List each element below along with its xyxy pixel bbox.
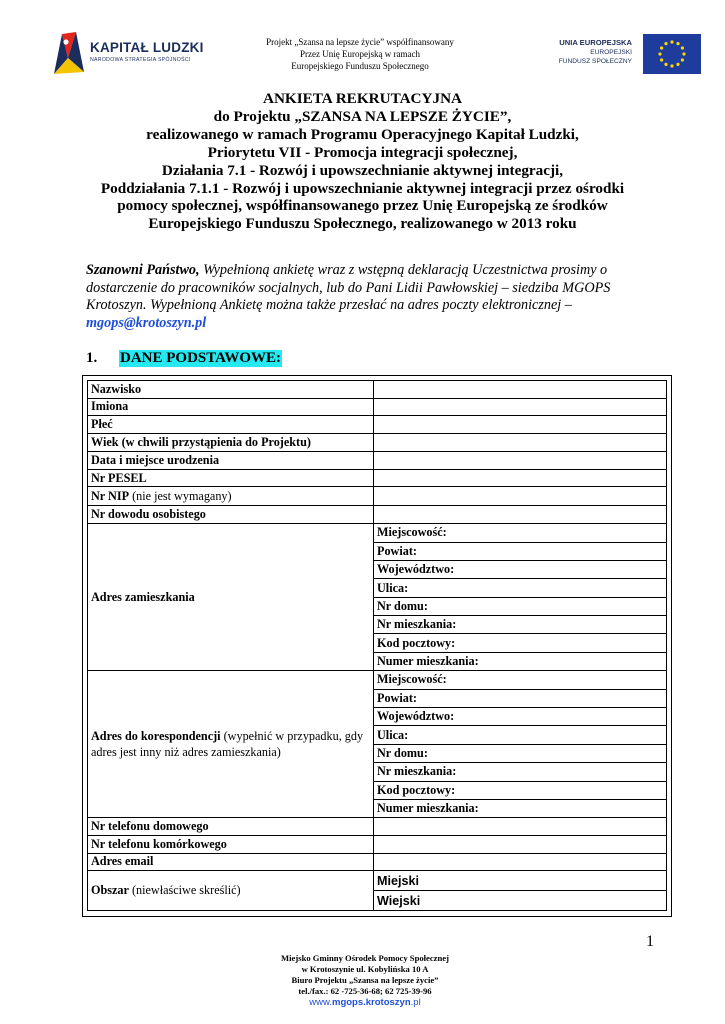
id-card-field[interactable] <box>374 505 667 523</box>
eu-logo-line: EUROPEJSKI <box>590 48 632 56</box>
kapital-ludzki-subtitle: NARODOWA STRATEGIA SPÓJNOŚCI <box>90 57 191 63</box>
title-line: Europejskiego Funduszu Społecznego, realizowanego w 2013 roku <box>148 215 577 233</box>
home-phone-field[interactable] <box>374 818 667 836</box>
email-label: Adres email <box>88 853 374 871</box>
eu-flag-icon <box>643 34 701 74</box>
correspondence-field[interactable]: Kod pocztowy: <box>374 781 667 799</box>
address-field[interactable]: Ulica: <box>374 579 667 597</box>
title-line: pomocy społecznej, współfinansowanego przez Unię Europejską ze środków <box>117 197 608 215</box>
footer-line: Miejsko Gminny Ośrodek Pomocy Społecznej <box>281 953 449 963</box>
birth-label: Data i miejsce urodzenia <box>88 452 374 470</box>
title-line: Poddziałania 7.1.1 - Rozwój i upowszechnianie aktywnej integracji przez ośrodki <box>100 179 625 197</box>
sex-field[interactable] <box>374 416 667 434</box>
page-number: 1 <box>646 933 654 950</box>
address-field[interactable]: Numer mieszkania: <box>374 652 667 670</box>
intro-email-link[interactable]: mgops@krotoszyn.pl <box>86 314 207 331</box>
table-row <box>88 818 667 836</box>
footer-website-link[interactable] <box>200 997 530 1008</box>
home-phone-label: Nr telefonu domowego <box>88 818 374 836</box>
eu-logo <box>540 34 690 78</box>
pesel-field[interactable] <box>374 469 667 487</box>
table-row <box>88 487 667 505</box>
table-row <box>88 524 667 542</box>
table-row <box>88 853 667 871</box>
address-field[interactable]: Kod pocztowy: <box>374 634 667 652</box>
address-field[interactable]: Powiat: <box>374 542 667 560</box>
table-row <box>88 871 667 891</box>
surname-label: Nazwisko <box>88 381 374 399</box>
basic-data-table <box>87 380 667 911</box>
correspondence-label-text: Adres do korespondencji <box>91 729 221 744</box>
age-label: Wiek (w chwili przystąpienia do Projektu) <box>88 433 374 451</box>
nip-field[interactable] <box>374 487 667 505</box>
table-row <box>88 416 667 434</box>
table-row <box>88 671 667 689</box>
table-row <box>88 835 667 853</box>
correspondence-field[interactable]: Województwo: <box>374 708 667 726</box>
nip-label-text: Nr NIP <box>91 488 130 503</box>
intro-paragraph <box>86 262 656 332</box>
address-field[interactable]: Miejscowość: <box>374 524 667 542</box>
project-header-text <box>250 36 470 72</box>
eu-logo-line: UNIA EUROPEJSKA <box>559 38 632 47</box>
correspondence-note: (wypełnić w przypadku, gdy adres jest inny niż adres zamieszkania) <box>91 729 364 760</box>
correspondence-label <box>88 671 374 818</box>
address-field[interactable]: Nr domu: <box>374 597 667 615</box>
birth-field[interactable] <box>374 452 667 470</box>
correspondence-field[interactable]: Ulica: <box>374 726 667 744</box>
form-table-frame <box>82 375 672 917</box>
nip-label <box>88 487 374 505</box>
address-label: Adres zamieszkania <box>88 524 374 671</box>
footer-line: Biuro Projektu „Szansa na lepsze życie” <box>291 975 439 986</box>
correspondence-field[interactable]: Powiat: <box>374 689 667 707</box>
first-names-label: Imiona <box>88 398 374 416</box>
surname-field[interactable] <box>374 381 667 399</box>
sex-label: Płeć <box>88 416 374 434</box>
area-label-text: Obszar <box>91 883 129 898</box>
table-row <box>88 381 667 399</box>
intro-salutation: Szanowni Państwo, <box>86 262 200 278</box>
title-line: do Projektu „SZANSA NA LEPSZE ŻYCIE”, <box>213 107 512 125</box>
correspondence-field[interactable]: Miejscowość: <box>374 671 667 689</box>
footer <box>200 953 530 1008</box>
header-line: Europejskiego Funduszu Społecznego <box>291 61 429 71</box>
kapital-ludzki-emblem-icon <box>52 28 86 76</box>
mobile-phone-label: Nr telefonu komórkowego <box>88 835 374 853</box>
table-row <box>88 505 667 523</box>
web-domain: mgops.krotoszyn <box>332 997 411 1009</box>
table-row <box>88 398 667 416</box>
footer-line: tel./fax.: 62 -725-36-68; 62 725-39-96 <box>298 986 432 997</box>
title-line: ANKIETA REKRUTACYJNA <box>263 90 462 107</box>
correspondence-field[interactable]: Nr mieszkania: <box>374 763 667 781</box>
header-line: Projekt „Szansa na lepsze życie” współfinansowany <box>266 37 454 47</box>
pesel-label: Nr PESEL <box>88 469 374 487</box>
table-row <box>88 433 667 451</box>
title-line: Działania 7.1 - Rozwój i upowszechnianie aktywnej integracji, <box>161 161 564 179</box>
email-field[interactable] <box>374 853 667 871</box>
kapital-ludzki-logo <box>52 26 202 78</box>
web-prefix: www. <box>309 997 332 1009</box>
address-field[interactable]: Nr mieszkania: <box>374 616 667 634</box>
id-card-label: Nr dowodu osobistego <box>88 505 374 523</box>
first-names-field[interactable] <box>374 398 667 416</box>
correspondence-field[interactable]: Nr domu: <box>374 744 667 762</box>
kapital-ludzki-title: KAPITAŁ LUDZKI <box>90 40 204 55</box>
title-line: realizowanego w ramach Programu Operacyjnego Kapitał Ludzki, <box>146 125 579 143</box>
section-number: 1. <box>86 350 98 366</box>
correspondence-field[interactable]: Numer mieszkania: <box>374 800 667 818</box>
age-field[interactable] <box>374 433 667 451</box>
table-row <box>88 452 667 470</box>
nip-note: (nie jest wymagany) <box>129 488 232 503</box>
area-option-rural[interactable]: Wiejski <box>374 891 667 911</box>
document-title <box>40 90 685 233</box>
header-line: Przez Unię Europejską w ramach <box>300 49 420 59</box>
footer-line: w Krotoszynie ul. Kobylińska 10 A <box>301 964 429 975</box>
table-row <box>88 469 667 487</box>
section-title: DANE PODSTAWOWE: <box>120 350 281 366</box>
eu-logo-line: FUNDUSZ SPOŁECZNY <box>558 58 632 66</box>
eu-logo-text <box>540 38 632 67</box>
address-field[interactable]: Województwo: <box>374 560 667 578</box>
area-option-urban[interactable]: Miejski <box>374 871 667 891</box>
area-label <box>88 871 374 911</box>
intro-body: Wypełnioną ankietę wraz z wstępną deklaracją Uczestnictwa prosimy o dostarczenie do pracowników socjalnych, lub do Pani Lidii Pawłowskiej – siedziba MGOPS Krotoszyn. Wypełnioną Ankietę można także przesłać na adres poczty elektronicznej – <box>86 262 611 314</box>
web-suffix: .pl <box>410 997 421 1009</box>
title-line: Priorytetu VII - Promocja integracji społecznej, <box>207 143 518 161</box>
mobile-phone-field[interactable] <box>374 835 667 853</box>
area-note: (niewłaściwe skreślić) <box>128 883 241 898</box>
